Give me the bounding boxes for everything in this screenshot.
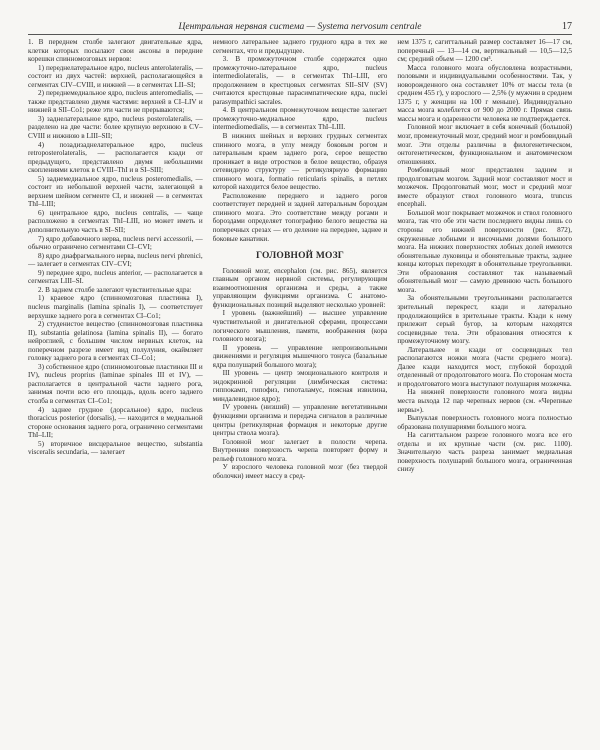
paragraph: 9) переднее ядро, nucleus anterior, — располагается в сегментах LIII–SI. xyxy=(28,268,203,286)
paragraph: 5) заднемедиальное ядро, nucleus posteromedialis, — состоит из небольшой верхней части, залегающей в верхнем шейном сегменте CI, и нижней — в сегментах ThI–LIII; xyxy=(28,174,203,209)
running-header xyxy=(28,10,572,35)
paragraph: У взрослого человека головной мозг (без твердой оболочки) имеет массу в сред- xyxy=(212,463,388,480)
paragraph: 8) ядро диафрагмального нерва, nucleus nervi phrenici, — залегает в сегментах CIV–CVI; xyxy=(28,251,203,269)
column-middle xyxy=(213,38,388,744)
paragraph: 1) переднелатеральное ядро, nucleus anterolateralis, — состоит из двух частей: верхней, располагающейся в сегментах CIV–CVIII, и нижней — в сегментах LII–SI; xyxy=(28,63,203,89)
paragraph: немного латеральнее заднего грудного ядра в тех же сегментах, что и предыдущее. xyxy=(212,38,388,55)
paragraph: Масса головного мозга обусловлена возрастными, половыми и индивидуальными особенностями. Так, у новорожденного она составляет 10% от массы тела (в среднем 455 г), у взрослого — 2,5% (у мужчин в среднем 1375 г, у женщин на 100 г меньше). Индивидуально масса мозга колеблется от 900 до 2000 г. Прямая связь массы мозга и одаренности человека не подтверждается. xyxy=(397,63,573,123)
paragraph: 4. В центральном промежуточном веществе залегает промежуточно-медиальное ядро, nucleus intermediomedialis, — в сегментах ThI–LIII. xyxy=(212,106,388,132)
paragraph: IV уровень (низший) — управление вегетативными функциями организма и передача сигналов в различные центры (ретикулярная формация и некоторые другие центры ствола мозга). xyxy=(212,403,388,438)
paragraph: II уровень — управление непроизвольными движениями и регуляция мышечного тонуса (базальные ядра полушарий большого мозга); xyxy=(212,343,388,369)
paragraph: На нижней поверхности головного мозга видны места выхода 12 пар черепных нервов (см. «Черепные нервы»). xyxy=(397,388,573,414)
page-number: 17 xyxy=(562,21,572,32)
paragraph: 4) позадизаднелатеральное ядро, nucleus retroposterolateralis, — располагается кзади от предыдущего, представлено двумя небольшими скоплениями клеток в CVIII–ThI и в SI–SIII; xyxy=(28,140,203,175)
paragraph: 2) студенистое вещество (спинномозговая пластинка II), substantia gelatinosa (lamina spinalis II), — богато нейроглией, с большим числом нервных клеток, на поперечном разрезе имеет вид полулуния, окаймляет головку заднего рога в сегментах CI–Co1; xyxy=(28,320,203,363)
running-title: Центральная нервная система — Systema nervosum centrale xyxy=(178,22,422,32)
paragraph: 5) вторичное висцеральное вещество, substantia visceralis secundaria, — залегает xyxy=(28,439,203,457)
paragraph: 6) центральное ядро, nucleus centralis, — чаще расположено в сегментах ThI–LIII, но может иметь и дополнительную часть в SI–SII; xyxy=(28,208,203,235)
paragraph: Латеральнее и кзади от сосцевидных тел располагаются ножки мозга (части среднего мозга). Далее кзади находится мост, глубокой бороздой отделенный от продолговатого мозга. По сторонам моста и продолговатого мозга выступают полушария мозжечка. xyxy=(397,345,573,388)
paragraph: 1. В переднем столбе залегают двигательные ядра, клетки которых посылают свои аксоны в передние корешки спинномозговых нервов: xyxy=(28,38,203,64)
paragraph: 7) ядро добавочного нерва, nucleus nervi accessorii, — обычно ограничено сегментами CI–CVI; xyxy=(28,234,203,252)
text-columns xyxy=(28,38,572,744)
paragraph: Выпуклая поверхность головного мозга полностью образована полушариями большого мозга. xyxy=(397,414,573,431)
paragraph: На сагиттальном разрезе головного мозга все его отделы и их крупные части (см. рис. 1100). Значительную часть разреза занимает медиальная поверхность полушарий большого мозга, ограниченная снизу xyxy=(397,431,573,474)
paragraph: Большой мозг покрывает мозжечок и ствол головного мозга, так что обе эти части последнего видны лишь со стороны его нижней поверхности (рис. 872), окруженные лобными и височными долями большого мозга. На нижних поверхностях лобных долей имеются обонятельные луковицы и обонятельные тракты, заднее концы которых переходят в обонятельные треугольники. Эти образования составляют так называемый обонятельный мозг — самую древнюю часть большого мозга. xyxy=(397,208,573,294)
paragraph: 3. В промежуточном столбе содержатся одно промежуточно-латеральное ядро, nucleus intermediolateralis, — в сегментах ThI–LIII, его продолжением в крестцовых сегментах SII–SIV (SV) считаются крестцовые парасимпатические ядра, nuclei parasympathici sacrales. xyxy=(212,55,388,106)
paragraph: 2. В заднем столбе залегают чувствительные ядра: xyxy=(38,285,192,294)
paragraph: Ромбовидный мозг представлен задним и продолговатым мозгом. Задний мозг составляют мост и мозжечок. Продолговатый мозг, мост и средний мозг вместе образуют ствол головного мозга, truncus encephali. xyxy=(397,166,573,209)
paragraph: 2) переднемедиальное ядро, nucleus anteromedialis, — также представлено двумя частями: верхней в CI–LIV и нижней в SII–Co1; реже эти части не прерываются; xyxy=(28,89,203,115)
column-right xyxy=(397,38,572,744)
paragraph: 3) заднелатеральное ядро, nucleus posterolateralis, — разделено на две части: более крупную верхнюю в CV–CVIII и нижнюю в LIII–SII; xyxy=(28,114,203,141)
paragraph: Головной мозг, encephalon (см. рис. 865), является главным органом нервной системы, регулирующим взаимоотношения организма и среды, а также управляющим функциями организма. С анатомо-функциональных позиций выделяют несколько уровней: xyxy=(212,266,388,309)
paragraph: III уровень — центр эмоционального контроля и эндокринной регуляции (лимбическая система: гиппокамп, гипофиз, гипоталамус, поясная извилина, миндалевидное ядро); xyxy=(212,369,388,403)
paragraph: Головной мозг включает в себя конечный (большой) мозг, промежуточный мозг, средний мозг и ромбовидный мозг. Эти отделы различны в филогенетическом, онтогенетическом, функциональном и анатомическом отношениях. xyxy=(397,123,573,166)
paragraph: I уровень (важнейший) — высшее управление чувствительной и двигательной сферами, процессами логического мышления, памяти, воображения (кора головного мозга); xyxy=(212,309,388,344)
paragraph: 3) собственное ядро (спинномозговые пластинки III и IV), nucleus proprius (laminae spinales III et IV), — располагается в центральной части заднего рога, занимая почти всю его площадь, вдоль всего заднего столба в сегментах CI–Co1; xyxy=(28,362,203,405)
paragraph: 1) краевое ядро (спинномозговая пластинка I), nucleus marginalis (lamina spinalis I), — соответствует верхушке заднего рога в сегментах CI–Co1; xyxy=(28,294,203,320)
paragraph: Головной мозг залегает в полости черепа. Внутренняя поверхность черепа повторяет форму и рельеф головного мозга. xyxy=(212,437,388,463)
paragraph: 4) заднее грудное (дорсальное) ядро, nucleus thoracicus posterior (dorsalis), — находится в медиальной стороне основания заднего рога, ограничено сегментами ThI–LII; xyxy=(28,405,203,440)
paragraph: За обонятельными треугольниками располагается зрительный перекрест, кзади и латерально продолжающийся в зрительные тракты. Кзади к нему прилежит серый бугор, за которым находятся сосцевидные тела. Эти образования относятся к промежуточному мозгу. xyxy=(397,294,573,346)
section-heading: ГОЛОВНОЙ МОЗГ xyxy=(255,251,345,262)
column-left xyxy=(28,38,203,744)
paragraph: В нижних шейных и верхних грудных сегментах спинного мозга, в углу между боковым рогом и латеральным краем заднего рога, серое вещество проникает в виде отростков в белое вещество, образуя сетевидную структуру — ретикулярную формацию спинного мозга, formatio reticularis spinalis, в петлях которой находится белое вещество. xyxy=(212,132,388,192)
paragraph: Расположение переднего и заднего рогов соответствует передней и задней латеральным бороздам спинного мозга. Это соответствие между рогами и бороздами определяет топографию белого вещества на поперечных срезах — его деление на переднее, заднее и боковые канатики. xyxy=(212,191,388,243)
paragraph: нем 1375 г, сагиттальный размер составляет 16—17 см, поперечный — 13—14 см, вертикальный — 10,5—12,5 см; средний объем — 1200 см³. xyxy=(397,38,573,64)
